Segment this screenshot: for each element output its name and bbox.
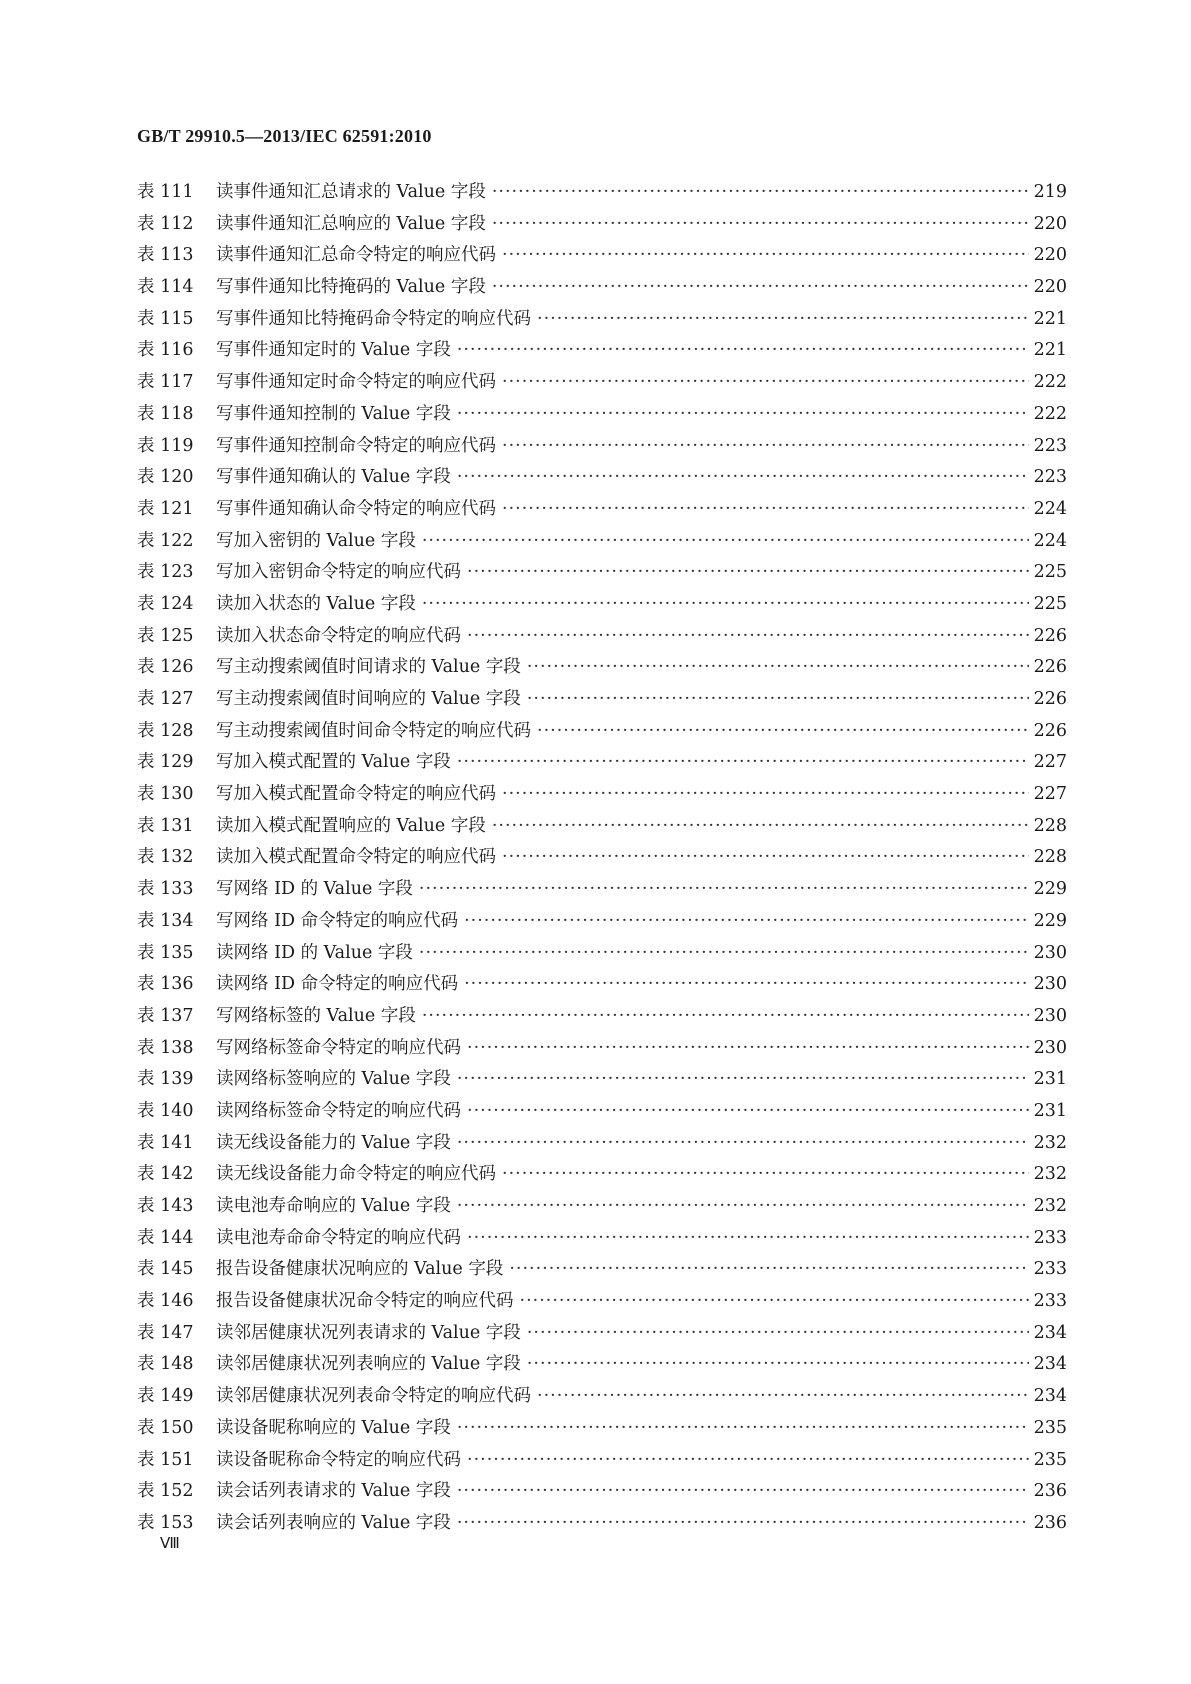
table-title: 写网络标签命令特定的响应代码	[216, 1037, 461, 1058]
leader-dots	[467, 1101, 1029, 1121]
toc-entry[interactable]	[137, 495, 1067, 527]
page-number: 219	[1033, 182, 1067, 202]
toc-entry[interactable]	[137, 1034, 1067, 1066]
leader-dots	[537, 309, 1029, 329]
toc-entry[interactable]	[137, 432, 1067, 464]
leader-dots	[527, 1323, 1029, 1343]
page-number: 232	[1033, 1132, 1067, 1153]
table-number: 表 119	[137, 435, 194, 456]
table-number: 表 152	[137, 1481, 194, 1502]
leader-dots	[457, 1481, 1029, 1501]
page-number: 233	[1033, 1291, 1067, 1312]
page-number: 231	[1033, 1069, 1067, 1090]
table-number: 表 137	[137, 1005, 194, 1026]
page-number: 230	[1033, 942, 1067, 963]
table-title: 读会话列表请求的 Value 字段	[216, 1481, 451, 1502]
toc-entry[interactable]	[137, 590, 1067, 622]
toc-entry[interactable]	[137, 1414, 1067, 1446]
page-number: 222	[1033, 403, 1067, 424]
table-title: 写事件通知定时命令特定的响应代码	[216, 372, 496, 393]
table-number: 表 147	[137, 1322, 194, 1343]
toc-entry[interactable]	[137, 939, 1067, 971]
toc-entry[interactable]	[137, 1255, 1067, 1287]
table-title: 读会话列表响应的 Value 字段	[216, 1512, 451, 1533]
page-number: 228	[1033, 815, 1067, 836]
page-number: 224	[1033, 530, 1067, 551]
leader-dots	[467, 1450, 1029, 1470]
toc-entry[interactable]	[137, 1097, 1067, 1129]
page-number: 235	[1033, 1449, 1067, 1470]
toc-entry[interactable]	[137, 1509, 1067, 1541]
table-title: 读设备昵称命令特定的响应代码	[216, 1449, 461, 1470]
toc-entry[interactable]	[137, 1446, 1067, 1478]
toc-entry[interactable]	[137, 1160, 1067, 1192]
toc-entry[interactable]	[137, 400, 1067, 432]
leader-dots	[464, 911, 1029, 931]
table-number: 表 120	[137, 467, 194, 488]
toc-entry[interactable]	[137, 463, 1067, 495]
leader-dots	[457, 404, 1029, 424]
toc-entry[interactable]	[137, 1002, 1067, 1034]
table-number: 表 143	[137, 1196, 194, 1216]
table-number: 表 140	[137, 1100, 194, 1121]
table-number: 表 138	[137, 1037, 194, 1058]
table-title: 读加入状态的 Value 字段	[216, 593, 416, 614]
toc-entry[interactable]	[137, 812, 1067, 844]
table-number: 表 144	[137, 1227, 194, 1248]
page-number: 233	[1033, 1227, 1067, 1248]
leader-dots	[457, 752, 1029, 772]
page-number: 234	[1033, 1354, 1067, 1375]
table-number: 表 145	[137, 1259, 194, 1280]
leader-dots	[502, 847, 1029, 867]
page-folio: Ⅷ	[160, 1536, 180, 1552]
table-title: 写加入密钥命令特定的响应代码	[216, 562, 461, 583]
page-number: 221	[1033, 308, 1067, 329]
table-number: 表 111	[137, 182, 194, 202]
page-number: 230	[1033, 1005, 1067, 1026]
leader-dots	[502, 1164, 1029, 1184]
table-number: 表 149	[137, 1386, 194, 1407]
leader-dots	[457, 1069, 1029, 1089]
toc-entry[interactable]	[137, 305, 1067, 337]
table-title: 写事件通知比特掩码命令特定的响应代码	[216, 308, 531, 329]
leader-dots	[527, 657, 1029, 677]
table-number: 表 139	[137, 1069, 194, 1090]
table-title: 读无线设备能力的 Value 字段	[216, 1132, 451, 1153]
table-title: 写事件通知控制的 Value 字段	[216, 403, 451, 424]
table-title: 写加入模式配置命令特定的响应代码	[216, 784, 496, 805]
table-number: 表 146	[137, 1291, 194, 1312]
table-title: 读事件通知汇总命令特定的响应代码	[216, 245, 496, 266]
table-title: 读邻居健康状况列表请求的 Value 字段	[216, 1322, 521, 1343]
toc-entry[interactable]	[137, 368, 1067, 400]
leader-dots	[422, 1006, 1029, 1026]
toc-entry[interactable]	[137, 622, 1067, 654]
table-title: 读事件通知汇总请求的 Value 字段	[216, 182, 486, 202]
page-number: 229	[1033, 879, 1067, 900]
toc-entry[interactable]	[137, 1287, 1067, 1319]
table-number: 表 132	[137, 847, 194, 868]
toc-entry[interactable]	[137, 717, 1067, 749]
table-title: 写主动搜索阈值时间请求的 Value 字段	[216, 657, 521, 678]
toc-entry[interactable]	[137, 780, 1067, 812]
page-number: 226	[1033, 689, 1067, 709]
leader-dots	[457, 340, 1029, 360]
leader-dots	[502, 436, 1029, 456]
page-number: 225	[1033, 593, 1067, 614]
table-title: 读电池寿命响应的 Value 字段	[216, 1196, 451, 1216]
leader-dots	[464, 974, 1029, 994]
page-number: 220	[1033, 245, 1067, 266]
leader-dots	[502, 245, 1029, 265]
leader-dots	[457, 1513, 1029, 1533]
table-title: 读网络 ID 的 Value 字段	[216, 942, 413, 963]
table-number: 表 116	[137, 340, 194, 361]
toc-entry[interactable]	[137, 241, 1067, 273]
page-number: 234	[1033, 1386, 1067, 1407]
table-number: 表 135	[137, 942, 194, 963]
toc-entry[interactable]	[137, 843, 1067, 875]
leader-dots	[467, 1228, 1029, 1248]
table-number: 表 124	[137, 593, 194, 614]
table-title: 读设备昵称响应的 Value 字段	[216, 1417, 451, 1438]
leader-dots	[537, 1386, 1029, 1406]
page-number: 234	[1033, 1322, 1067, 1343]
leader-dots	[419, 943, 1029, 963]
table-number: 表 121	[137, 498, 194, 519]
table-title: 读事件通知汇总响应的 Value 字段	[216, 213, 486, 234]
leader-dots	[509, 1259, 1029, 1279]
leader-dots	[502, 499, 1029, 519]
table-title: 写主动搜索阈值时间命令特定的响应代码	[216, 720, 531, 741]
toc-entry[interactable]	[137, 1065, 1067, 1097]
table-list	[137, 178, 1067, 1541]
table-number: 表 122	[137, 530, 194, 551]
leader-dots	[492, 816, 1029, 836]
leader-dots	[457, 467, 1029, 487]
page-number: 230	[1033, 974, 1067, 995]
table-number: 表 127	[137, 689, 194, 709]
leader-dots	[502, 372, 1029, 392]
table-title: 写事件通知确认命令特定的响应代码	[216, 498, 496, 519]
leader-dots	[527, 689, 1029, 709]
table-title: 写事件通知控制命令特定的响应代码	[216, 435, 496, 456]
table-number: 表 129	[137, 752, 194, 773]
table-title: 读加入状态命令特定的响应代码	[216, 625, 461, 646]
leader-dots	[492, 182, 1029, 202]
table-number: 表 125	[137, 625, 194, 646]
table-title: 读加入模式配置响应的 Value 字段	[216, 815, 486, 836]
leader-dots	[520, 1291, 1030, 1311]
leader-dots	[537, 721, 1029, 741]
table-title: 读网络标签响应的 Value 字段	[216, 1069, 451, 1090]
toc-entry[interactable]	[137, 1477, 1067, 1509]
leader-dots	[457, 1196, 1029, 1216]
page-number: 226	[1033, 720, 1067, 741]
leader-dots	[422, 594, 1029, 614]
leader-dots	[502, 784, 1029, 804]
table-number: 表 117	[137, 372, 194, 393]
standard-header: GB/T 29910.5—2013/IEC 62591:2010	[137, 126, 432, 146]
table-title: 读网络 ID 命令特定的响应代码	[216, 974, 459, 995]
page-number: 230	[1033, 1037, 1067, 1058]
table-title: 写网络 ID 的 Value 字段	[216, 879, 413, 900]
table-number: 表 114	[137, 277, 194, 298]
table-title: 写事件通知比特掩码的 Value 字段	[216, 277, 486, 298]
leader-dots	[467, 626, 1029, 646]
page-number: 227	[1033, 784, 1067, 805]
table-number: 表 133	[137, 879, 194, 900]
table-title: 读无线设备能力命令特定的响应代码	[216, 1164, 496, 1185]
table-title: 写主动搜索阈值时间响应的 Value 字段	[216, 689, 521, 709]
table-title: 读邻居健康状况列表响应的 Value 字段	[216, 1354, 521, 1375]
page-number: 222	[1033, 372, 1067, 393]
toc-entry[interactable]	[137, 527, 1067, 559]
table-number: 表 113	[137, 245, 194, 266]
toc-entry[interactable]	[137, 875, 1067, 907]
table-number: 表 126	[137, 657, 194, 678]
table-number: 表 130	[137, 784, 194, 805]
table-title: 读邻居健康状况列表命令特定的响应代码	[216, 1386, 531, 1407]
toc-entry[interactable]	[137, 653, 1067, 685]
toc-entry[interactable]	[137, 1350, 1067, 1382]
toc-entry[interactable]	[137, 1192, 1067, 1224]
page-number: 236	[1033, 1481, 1067, 1502]
toc-entry[interactable]	[137, 178, 1067, 210]
page-number: 226	[1033, 657, 1067, 678]
toc-entry[interactable]	[137, 1319, 1067, 1351]
page-number: 231	[1033, 1100, 1067, 1121]
toc-entry[interactable]	[137, 273, 1067, 305]
table-number: 表 142	[137, 1164, 194, 1185]
table-number: 表 153	[137, 1512, 194, 1533]
page-number: 226	[1033, 625, 1067, 646]
leader-dots	[527, 1354, 1029, 1374]
toc-entry[interactable]	[137, 558, 1067, 590]
page-number: 229	[1033, 910, 1067, 931]
table-number: 表 128	[137, 720, 194, 741]
leader-dots	[467, 562, 1029, 582]
table-number: 表 112	[137, 213, 194, 234]
page-number: 223	[1033, 435, 1067, 456]
table-title: 写加入密钥的 Value 字段	[216, 530, 416, 551]
leader-dots	[422, 531, 1029, 551]
page-number: 227	[1033, 752, 1067, 773]
leader-dots	[492, 214, 1029, 234]
table-number: 表 118	[137, 403, 194, 424]
toc-entry[interactable]	[137, 907, 1067, 939]
page-number: 221	[1033, 340, 1067, 361]
toc-entry[interactable]	[137, 210, 1067, 242]
table-title: 写网络 ID 命令特定的响应代码	[216, 910, 459, 931]
toc-entry[interactable]	[137, 970, 1067, 1002]
table-number: 表 141	[137, 1132, 194, 1153]
table-number: 表 151	[137, 1449, 194, 1470]
table-title: 写事件通知定时的 Value 字段	[216, 340, 451, 361]
table-title: 读加入模式配置命令特定的响应代码	[216, 847, 496, 868]
page-number: 232	[1033, 1196, 1067, 1216]
page-number: 235	[1033, 1417, 1067, 1438]
leader-dots	[457, 1418, 1029, 1438]
toc-entry[interactable]	[137, 748, 1067, 780]
toc-entry[interactable]	[137, 685, 1067, 717]
table-title: 写事件通知确认的 Value 字段	[216, 467, 451, 488]
leader-dots	[419, 879, 1029, 899]
table-number: 表 136	[137, 974, 194, 995]
table-title: 报告设备健康状况命令特定的响应代码	[216, 1291, 514, 1312]
table-title: 报告设备健康状况响应的 Value 字段	[216, 1259, 504, 1280]
page-number: 232	[1033, 1164, 1067, 1185]
table-number: 表 115	[137, 308, 194, 329]
leader-dots	[467, 1038, 1029, 1058]
table-title: 写加入模式配置的 Value 字段	[216, 752, 451, 773]
table-number: 表 148	[137, 1354, 194, 1375]
page-number: 224	[1033, 498, 1067, 519]
toc-entry[interactable]	[137, 1382, 1067, 1414]
toc-entry[interactable]	[137, 336, 1067, 368]
leader-dots	[492, 277, 1029, 297]
table-number: 表 150	[137, 1417, 194, 1438]
toc-entry[interactable]	[137, 1129, 1067, 1161]
page-number: 220	[1033, 213, 1067, 234]
table-title: 写网络标签的 Value 字段	[216, 1005, 416, 1026]
page-number: 233	[1033, 1259, 1067, 1280]
page-number: 236	[1033, 1512, 1067, 1533]
leader-dots	[457, 1133, 1029, 1153]
table-number: 表 131	[137, 815, 194, 836]
table-title: 读电池寿命命令特定的响应代码	[216, 1227, 461, 1248]
table-number: 表 123	[137, 562, 194, 583]
table-number: 表 134	[137, 910, 194, 931]
page-number: 225	[1033, 562, 1067, 583]
page-number: 220	[1033, 277, 1067, 298]
table-title: 读网络标签命令特定的响应代码	[216, 1100, 461, 1121]
page-number: 223	[1033, 467, 1067, 488]
page-number: 228	[1033, 847, 1067, 868]
toc-entry[interactable]	[137, 1224, 1067, 1256]
